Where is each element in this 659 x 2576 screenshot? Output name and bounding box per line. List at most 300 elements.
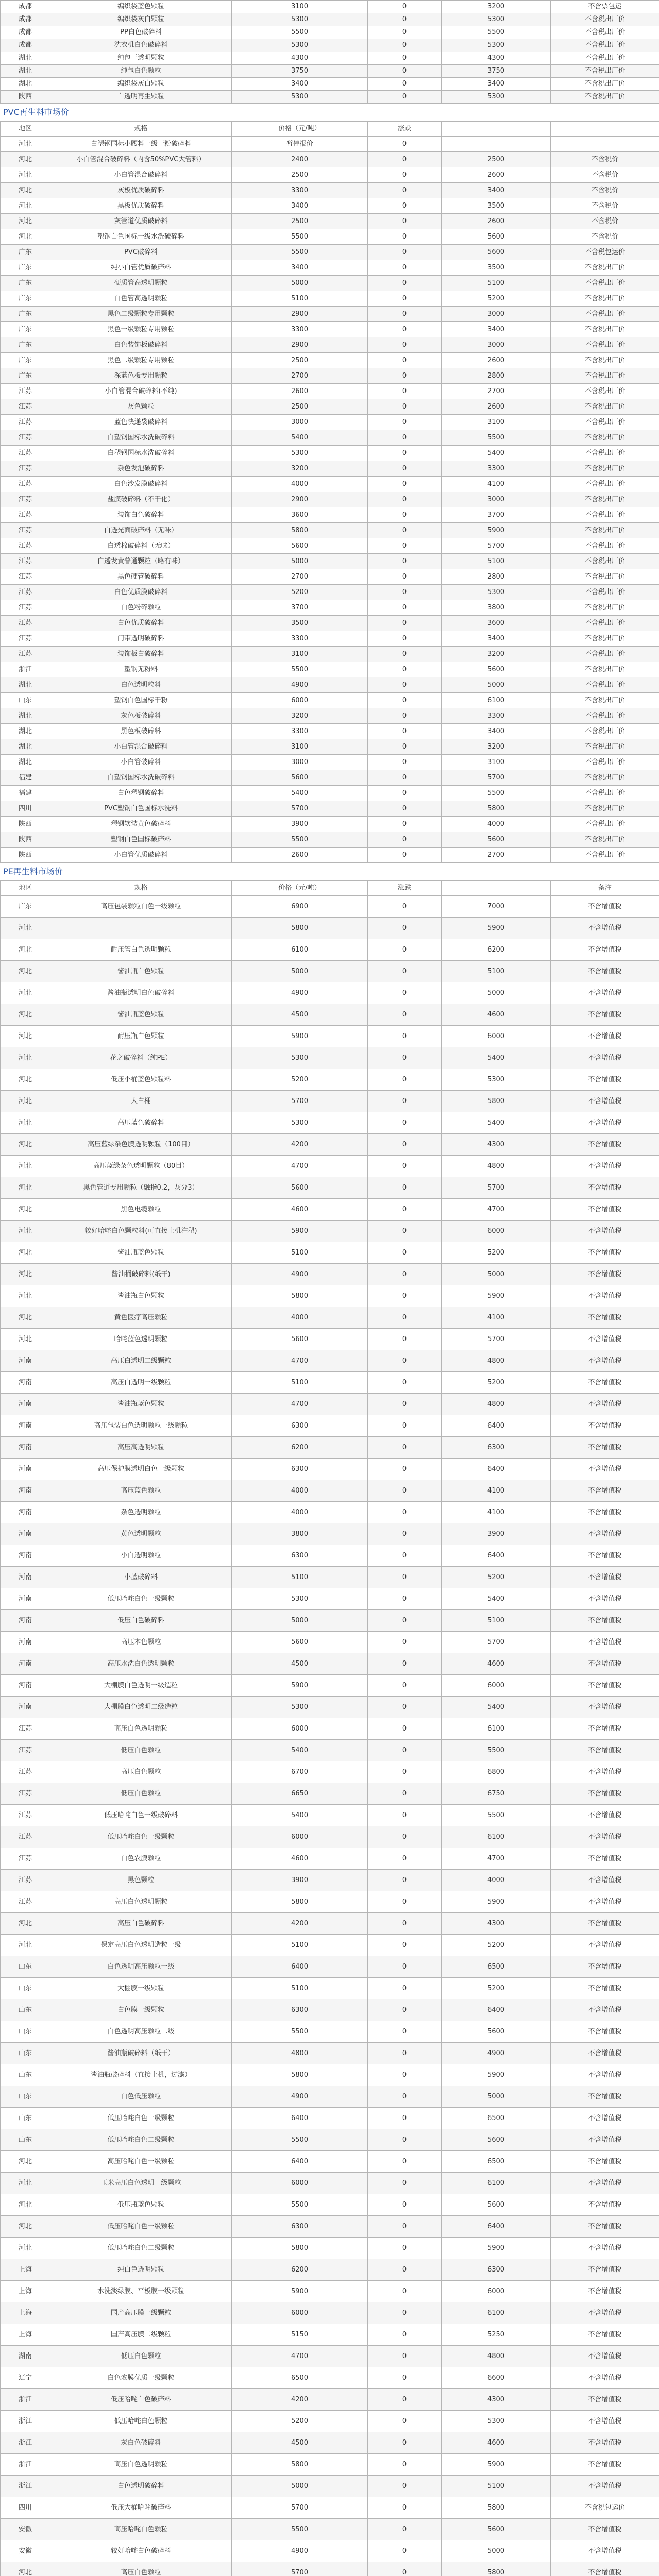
price-cell: 暂停报价 [232, 137, 368, 152]
pvc-table-row [1, 569, 659, 585]
change-cell: 0 [368, 26, 442, 39]
price-high-cell: 5200 [442, 1242, 551, 1264]
pe-header-region: 地区 [1, 881, 50, 896]
price-cell: 5600 [232, 770, 368, 786]
note-cell: 不含增值税 [551, 2432, 659, 2454]
pe-table-row [1, 961, 659, 982]
spec-cell: 杂色透明颗粒 [50, 1502, 232, 1523]
pe-table-row [1, 1047, 659, 1069]
change-cell: 0 [368, 2173, 442, 2194]
spec-cell: 耐压瓶白色颗粒 [50, 1026, 232, 1047]
price-high-cell: 3400 [442, 183, 551, 198]
region-cell: 江苏 [1, 430, 50, 446]
change-cell: 0 [368, 755, 442, 770]
note-cell: 不含增值税 [551, 1329, 659, 1350]
price-cell: 4900 [232, 677, 368, 693]
spec-cell: 白塑钢国标水洗破碎料 [50, 770, 232, 786]
change-cell: 0 [368, 848, 442, 863]
spec-cell: 低压哈咤白色一级颗粒 [50, 1588, 232, 1610]
spec-cell: 高压保护膜透明白色一级颗粒 [50, 1459, 232, 1480]
pvc-table-row [1, 616, 659, 631]
note-cell: 不含增值税 [551, 1199, 659, 1221]
change-cell: 0 [368, 291, 442, 307]
pe-table-row [1, 1026, 659, 1047]
spec-cell: PP白色破碎料 [50, 26, 232, 39]
note-cell: 不含税出厂价 [551, 399, 659, 415]
change-cell: 0 [368, 1653, 442, 1675]
region-cell: 江苏 [1, 446, 50, 461]
region-cell: 广东 [1, 353, 50, 368]
region-cell: 江苏 [1, 1718, 50, 1740]
spec-cell: 塑钢软装黄色破碎料 [50, 817, 232, 832]
pvc-table-row [1, 507, 659, 523]
pvc-table-row [1, 276, 659, 291]
price-high-cell: 4800 [442, 1156, 551, 1177]
price-cell: 3400 [232, 198, 368, 214]
price-cell: 3400 [232, 260, 368, 276]
price-cell: 6300 [232, 1415, 368, 1437]
change-cell: 0 [368, 1394, 442, 1415]
price-cell: 5800 [232, 1285, 368, 1307]
price-cell: 6500 [232, 2367, 368, 2389]
change-cell: 0 [368, 152, 442, 167]
price-high-cell: 5300 [442, 39, 551, 52]
spec-cell: 黑色板破碎料 [50, 724, 232, 739]
price-high-cell: 5400 [442, 1697, 551, 1718]
pe-table-row [1, 1459, 659, 1480]
price-cell: 3000 [232, 755, 368, 770]
price-high-cell: 5400 [442, 1047, 551, 1069]
price-high-cell: 4100 [442, 1307, 551, 1329]
region-cell: 安徽 [1, 2519, 50, 2540]
region-cell: 湖南 [1, 2346, 50, 2367]
price-cell: 5400 [232, 1805, 368, 1826]
change-cell: 0 [368, 1156, 442, 1177]
change-cell: 0 [368, 1307, 442, 1329]
note-cell: 不含增值税 [551, 1697, 659, 1718]
change-cell: 0 [368, 961, 442, 982]
change-cell: 0 [368, 2346, 442, 2367]
price-cell: 4700 [232, 1394, 368, 1415]
change-cell: 0 [368, 677, 442, 693]
spec-cell: 低压哈咤白色一级颗粒 [50, 1826, 232, 1848]
region-cell: 成都 [1, 39, 50, 52]
spec-cell: 塑钢白色国标一级水洗破碎料 [50, 229, 232, 245]
note-cell: 不含税出厂价 [551, 276, 659, 291]
region-cell: 山东 [1, 2086, 50, 2108]
note-cell: 不含增值税 [551, 1740, 659, 1761]
price-cell: 5200 [232, 1069, 368, 1091]
change-cell: 0 [368, 2064, 442, 2086]
pvc-table-row [1, 430, 659, 446]
change-cell: 0 [368, 1221, 442, 1242]
note-cell: 不含增值税 [551, 2367, 659, 2389]
spec-cell: 高压包装白色透明颗粒一级颗粒 [50, 1415, 232, 1437]
spec-cell: 小白管混合破碎料 [50, 167, 232, 183]
spec-cell: 高压白色颗粒 [50, 1761, 232, 1783]
spec-cell: 大白桶 [50, 1091, 232, 1112]
change-cell: 0 [368, 1891, 442, 1913]
price-cell: 4200 [232, 1134, 368, 1156]
note-cell: 不含票包运 [551, 1, 659, 13]
region-cell: 河北 [1, 1307, 50, 1329]
note-cell: 不含增值税 [551, 2411, 659, 2432]
note-cell: 不含税出厂价 [551, 65, 659, 78]
change-cell: 0 [368, 245, 442, 260]
note-cell: 不含增值税 [551, 2238, 659, 2259]
price-high-cell: 2800 [442, 569, 551, 585]
pe-header-price: 价格（元/吨） [232, 881, 368, 896]
change-cell: 0 [368, 1826, 442, 1848]
region-cell: 河北 [1, 2151, 50, 2173]
change-cell: 0 [368, 430, 442, 446]
note-cell: 不含增值税 [551, 2454, 659, 2476]
change-cell: 0 [368, 2324, 442, 2346]
pe-table-row [1, 1415, 659, 1437]
note-cell: 不含税价 [551, 152, 659, 167]
change-cell: 0 [368, 1761, 442, 1783]
pe-table-row [1, 1826, 659, 1848]
change-cell: 0 [368, 2367, 442, 2389]
pe-table-row [1, 1545, 659, 1567]
pe-table-row [1, 1307, 659, 1329]
price-cell: 5600 [232, 1177, 368, 1199]
spec-cell: 小蓝破碎料 [50, 1567, 232, 1588]
pe-table-row [1, 2173, 659, 2194]
price-high-cell: 4600 [442, 2432, 551, 2454]
change-cell: 0 [368, 1545, 442, 1567]
region-cell: 江苏 [1, 492, 50, 507]
note-cell: 不含增值税 [551, 2281, 659, 2302]
change-cell: 0 [368, 1112, 442, 1134]
note-cell: 不含税出厂价 [551, 353, 659, 368]
change-cell: 0 [368, 1848, 442, 1870]
pvc-table-row [1, 183, 659, 198]
change-cell: 0 [368, 322, 442, 337]
change-cell: 0 [368, 1329, 442, 1350]
note-cell: 不含增值税 [551, 1047, 659, 1069]
pe-table-row [1, 1913, 659, 1935]
pvc-table-row [1, 786, 659, 801]
spec-cell: 黑色二级颗粒专用颗粒 [50, 353, 232, 368]
region-cell: 江苏 [1, 585, 50, 600]
price-cell: 4700 [232, 1156, 368, 1177]
price-high-cell: 6800 [442, 1761, 551, 1783]
spec-cell: 高压高透明颗粒 [50, 1437, 232, 1459]
pe-table-row [1, 1112, 659, 1134]
region-cell: 江苏 [1, 477, 50, 492]
note-cell: 不含增值税 [551, 1156, 659, 1177]
pvc-header-price-high [442, 122, 551, 137]
note-cell: 不含增值税 [551, 2151, 659, 2173]
region-cell: 河北 [1, 229, 50, 245]
price-cell: 6000 [232, 693, 368, 708]
note-cell: 不含增值税 [551, 1870, 659, 1891]
top-table-row [1, 26, 659, 39]
region-cell: 陕西 [1, 832, 50, 848]
pe-table-row [1, 1697, 659, 1718]
spec-cell: 酱油瓶蓝色颗粒 [50, 1394, 232, 1415]
price-high-cell: 4000 [442, 1870, 551, 1891]
change-cell: 0 [368, 554, 442, 569]
pe-table-row [1, 1372, 659, 1394]
pe-table-row [1, 1329, 659, 1350]
note-cell: 不含增值税 [551, 1783, 659, 1805]
note-cell: 不含增值税 [551, 1307, 659, 1329]
change-cell: 0 [368, 2108, 442, 2129]
price-cell: 5000 [232, 276, 368, 291]
spec-cell: 白色透明高压颗粒二级 [50, 2021, 232, 2043]
price-high-cell: 3100 [442, 755, 551, 770]
region-cell: 河南 [1, 1675, 50, 1697]
change-cell: 0 [368, 1999, 442, 2021]
pe-table-row [1, 1264, 659, 1285]
price-cell: 6700 [232, 1761, 368, 1783]
region-cell: 成都 [1, 26, 50, 39]
price-high-cell: 6400 [442, 1459, 551, 1480]
pvc-price-table [0, 121, 659, 863]
region-cell: 河北 [1, 1935, 50, 1956]
price-high-cell: 2600 [442, 167, 551, 183]
spec-cell: 门带透明破碎料 [50, 631, 232, 647]
note-cell: 不含税出厂价 [551, 368, 659, 384]
region-cell: 成都 [1, 1, 50, 13]
pe-table-row [1, 2194, 659, 2216]
change-cell: 0 [368, 1415, 442, 1437]
region-cell: 安徽 [1, 2540, 50, 2562]
spec-cell: 大棚膜一级颗粒 [50, 1978, 232, 1999]
price-high-cell: 6500 [442, 2151, 551, 2173]
spec-cell: 低压白色颗粒 [50, 2346, 232, 2367]
region-cell: 河南 [1, 1415, 50, 1437]
region-cell: 江苏 [1, 569, 50, 585]
region-cell: 江苏 [1, 415, 50, 430]
spec-cell: 深蓝色板专用颗粒 [50, 368, 232, 384]
note-cell: 不含税出厂价 [551, 569, 659, 585]
price-high-cell: 6100 [442, 2173, 551, 2194]
region-cell: 河北 [1, 1913, 50, 1935]
spec-cell: 高压白色透明颗粒 [50, 1891, 232, 1913]
price-high-cell: 6000 [442, 2281, 551, 2302]
pe-table-row [1, 2302, 659, 2324]
pvc-table-row [1, 337, 659, 353]
price-high-cell: 5400 [442, 1588, 551, 1610]
note-cell: 不含增值税 [551, 1069, 659, 1091]
change-cell: 0 [368, 2411, 442, 2432]
region-cell: 河南 [1, 1653, 50, 1675]
spec-cell: PVC塑钢白色国标水洗料 [50, 801, 232, 817]
region-cell: 广东 [1, 896, 50, 918]
change-cell: 0 [368, 1285, 442, 1307]
price-cell: 5800 [232, 2454, 368, 2476]
spec-cell: 高压蓝绿杂色膜透明颗粒（100目） [50, 1134, 232, 1156]
note-cell: 不含税包运价 [551, 2497, 659, 2519]
note-cell: 不含税出厂价 [551, 538, 659, 554]
spec-cell: 高压白色颗粒 [50, 2562, 232, 2576]
price-cell: 4900 [232, 2540, 368, 2562]
price-cell: 2600 [232, 384, 368, 399]
spec-cell: 酱油瓶白色颗粒 [50, 1285, 232, 1307]
note-cell: 不含税出厂价 [551, 554, 659, 569]
note-cell: 不含税价 [551, 183, 659, 198]
note-cell: 不含增值税 [551, 1978, 659, 1999]
pvc-table-row [1, 229, 659, 245]
region-cell: 河南 [1, 1523, 50, 1545]
note-cell: 不含增值税 [551, 2346, 659, 2367]
change-cell: 0 [368, 2281, 442, 2302]
pe-table-row [1, 1091, 659, 1112]
pe-table-row [1, 2108, 659, 2129]
top-table-row [1, 39, 659, 52]
spec-cell: 灰板优质破碎料 [50, 183, 232, 198]
price-high-cell: 5200 [442, 1935, 551, 1956]
region-cell: 江苏 [1, 461, 50, 477]
price-cell: 5700 [232, 2497, 368, 2519]
note-cell: 不含增值税 [551, 2173, 659, 2194]
price-cell: 5200 [232, 2411, 368, 2432]
note-cell: 不含税出厂价 [551, 91, 659, 104]
note-cell: 不含增值税 [551, 1523, 659, 1545]
region-cell: 河北 [1, 961, 50, 982]
price-high-cell: 3400 [442, 78, 551, 91]
region-cell: 湖北 [1, 724, 50, 739]
top-table-row [1, 1, 659, 13]
price-cell: 2600 [232, 848, 368, 863]
price-cell: 2700 [232, 569, 368, 585]
spec-cell: 小白管混合破碎料（内含50%PVC大管料） [50, 152, 232, 167]
spec-cell: 低压哈咤白色一级破碎料 [50, 1805, 232, 1826]
spec-cell: 编织袋灰白颗粒 [50, 78, 232, 91]
change-cell: 0 [368, 1199, 442, 1221]
pe-table-row [1, 2064, 659, 2086]
price-high-cell: 5300 [442, 2411, 551, 2432]
spec-cell: 洗衣机白色破碎料 [50, 39, 232, 52]
price-cell: 4500 [232, 1004, 368, 1026]
region-cell: 河北 [1, 152, 50, 167]
pvc-table-row [1, 554, 659, 569]
region-cell: 江苏 [1, 1848, 50, 1870]
spec-cell: 杂色发泡破碎料 [50, 461, 232, 477]
pvc-table-row [1, 677, 659, 693]
change-cell: 0 [368, 1091, 442, 1112]
spec-cell: 低压哈咤白色一级颗粒 [50, 2108, 232, 2129]
price-high-cell: 5500 [442, 1740, 551, 1761]
note-cell: 不含税出厂价 [551, 477, 659, 492]
change-cell: 0 [368, 214, 442, 229]
note-cell: 不含税出厂价 [551, 662, 659, 677]
pvc-table-row [1, 291, 659, 307]
change-cell: 0 [368, 600, 442, 616]
note-cell: 不含增值税 [551, 1999, 659, 2021]
pvc-table-row [1, 724, 659, 739]
note-cell: 不含增值税 [551, 2259, 659, 2281]
spec-cell: 纯白色透明颗粒 [50, 2259, 232, 2281]
change-cell: 0 [368, 2432, 442, 2454]
change-cell: 0 [368, 1, 442, 13]
note-cell: 不含增值税 [551, 1632, 659, 1653]
pe-table-row [1, 2043, 659, 2064]
price-high-cell: 3400 [442, 724, 551, 739]
region-cell: 湖北 [1, 739, 50, 755]
note-cell: 不含增值税 [551, 2519, 659, 2540]
price-high-cell: 4800 [442, 1394, 551, 1415]
region-cell: 成都 [1, 13, 50, 26]
change-cell: 0 [368, 399, 442, 415]
pe-table-row [1, 1675, 659, 1697]
pe-table-row [1, 1740, 659, 1761]
region-cell: 河北 [1, 1091, 50, 1112]
spec-cell: 白透光面破碎料（无味） [50, 523, 232, 538]
region-cell: 江苏 [1, 616, 50, 631]
region-cell: 河北 [1, 1112, 50, 1134]
change-cell: 0 [368, 1697, 442, 1718]
price-high-cell: 5300 [442, 91, 551, 104]
spec-cell: 较好哈咤白色颗粒料(可直接上机注塑) [50, 1221, 232, 1242]
spec-cell: 白色粉碎颗粒 [50, 600, 232, 616]
price-cell: 5500 [232, 2519, 368, 2540]
region-cell: 湖北 [1, 755, 50, 770]
price-high-cell: 3200 [442, 1, 551, 13]
note-cell: 不含增值税 [551, 1372, 659, 1394]
region-cell: 山东 [1, 2064, 50, 2086]
pvc-table-row [1, 708, 659, 724]
region-cell: 浙江 [1, 2476, 50, 2497]
change-cell: 0 [368, 2562, 442, 2576]
spec-cell: 小白管混合破碎料(不纯) [50, 384, 232, 399]
pe-table-row [1, 1069, 659, 1091]
note-cell: 不含税出厂价 [551, 430, 659, 446]
note-cell: 不含税出厂价 [551, 848, 659, 863]
price-high-cell: 4100 [442, 477, 551, 492]
region-cell: 河北 [1, 982, 50, 1004]
pe-table-row [1, 2519, 659, 2540]
region-cell: 江苏 [1, 1805, 50, 1826]
note-cell: 不含税价 [551, 214, 659, 229]
pe-table-row [1, 1891, 659, 1913]
price-high-cell: 5800 [442, 801, 551, 817]
change-cell: 0 [368, 1480, 442, 1502]
region-cell: 江苏 [1, 1740, 50, 1761]
price-cell: 4900 [232, 1264, 368, 1285]
region-cell: 河北 [1, 1047, 50, 1069]
spec-cell: 低压白色颗粒 [50, 1740, 232, 1761]
pe-table-row [1, 2216, 659, 2238]
price-cell: 3750 [232, 65, 368, 78]
price-cell: 6900 [232, 896, 368, 918]
region-cell: 河北 [1, 1156, 50, 1177]
price-high-cell: 6100 [442, 693, 551, 708]
region-cell: 广东 [1, 245, 50, 260]
price-high-cell: 6300 [442, 1437, 551, 1459]
price-cell: 5900 [232, 1026, 368, 1047]
pe-table-row [1, 2367, 659, 2389]
price-cell: 5300 [232, 13, 368, 26]
price-high-cell: 5500 [442, 26, 551, 39]
price-cell: 5500 [232, 2021, 368, 2043]
price-cell: 5800 [232, 2238, 368, 2259]
change-cell: 0 [368, 183, 442, 198]
price-cell: 5000 [232, 2476, 368, 2497]
price-cell: 4800 [232, 2043, 368, 2064]
pvc-section-title: PVC再生料市场价 [0, 104, 659, 121]
spec-cell: 黑板优质破碎料 [50, 198, 232, 214]
note-cell: 不含税出厂价 [551, 832, 659, 848]
change-cell: 0 [368, 2194, 442, 2216]
price-cell: 2400 [232, 152, 368, 167]
spec-cell: 玉米高压白色透明一级颗粒 [50, 2173, 232, 2194]
region-cell: 山东 [1, 2129, 50, 2151]
price-high-cell: 5800 [442, 1091, 551, 1112]
